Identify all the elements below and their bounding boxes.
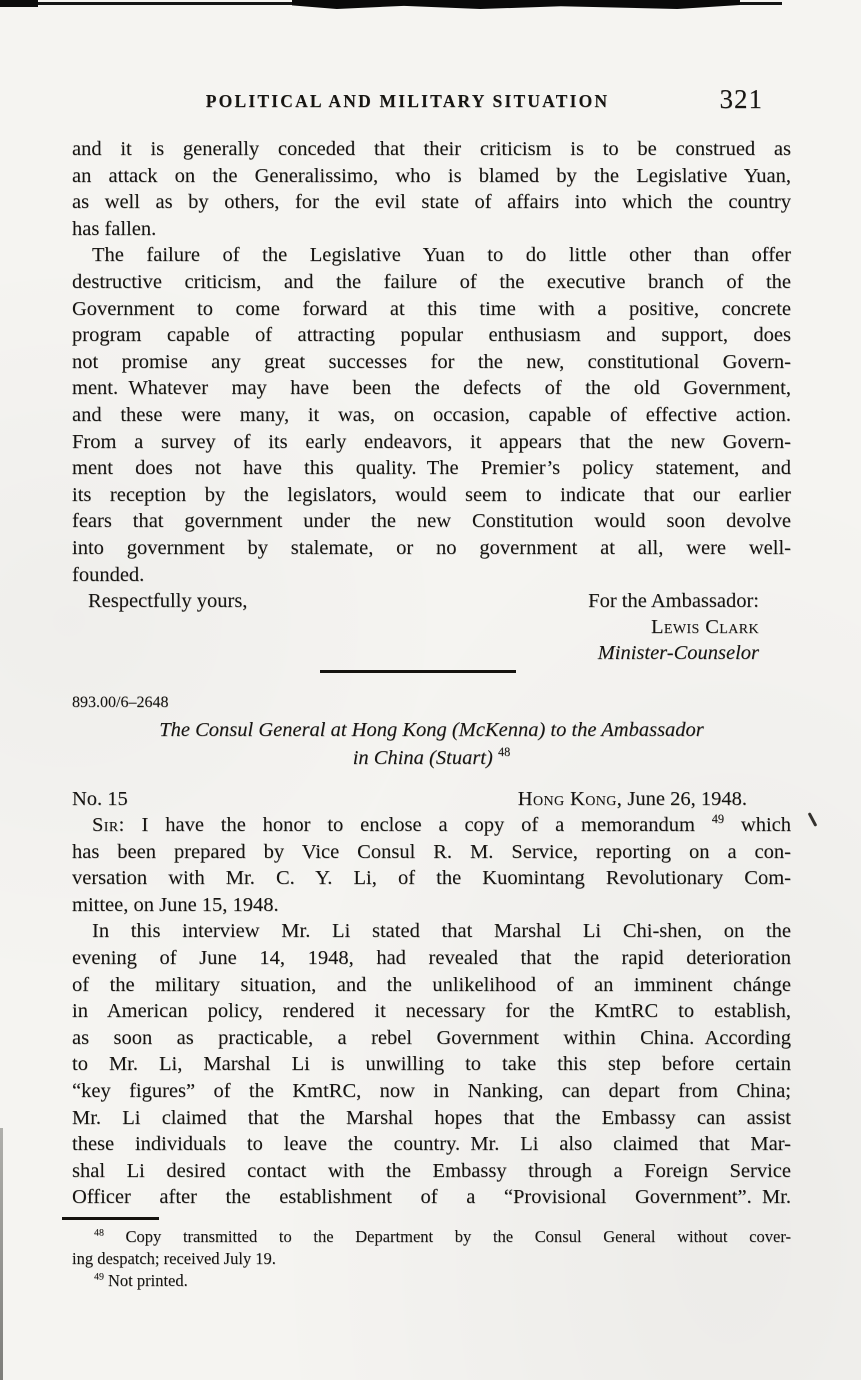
- text-line: [72, 812, 791, 839]
- text-line: ment does not have this quality. The Premier’s policy statement, and: [72, 457, 791, 480]
- document-heading: [72, 717, 791, 772]
- text-segment: which: [724, 814, 791, 837]
- section-divider: [320, 670, 516, 673]
- text-line: of the military situation, and the unlikelihood of an imminent chánge: [72, 973, 791, 996]
- text-segment: Not printed.: [103, 1271, 188, 1290]
- text-line: founded.: [72, 563, 145, 586]
- document-reference-number: 893.00/6–2648: [72, 694, 169, 712]
- text-line: [72, 745, 791, 773]
- scan-artifact-stray-mark: [808, 812, 818, 827]
- text-segment: The Consul General at Hong Kong (McKenna) to the Ambassador: [159, 719, 704, 742]
- text-line: ment. Whatever may have been the defects of the old Government,: [72, 377, 791, 400]
- footnote-48: [72, 1226, 791, 1270]
- running-title: POLITICAL AND MILITARY SITUATION: [205, 91, 610, 111]
- text-line: Government to come forward at this time with a positive, concrete: [72, 297, 791, 320]
- text-line: has fallen.: [72, 217, 157, 240]
- footnote-ref: 48: [497, 744, 511, 759]
- text-segment: in China (Stuart): [352, 746, 498, 769]
- text-line: not promise any great successes for the new, constitutional Govern-: [72, 350, 791, 373]
- letter-paragraph-salutation: [72, 812, 791, 918]
- document-number: No. 15: [72, 788, 128, 811]
- text-line: [588, 614, 759, 640]
- text-line: The failure of the Legislative Yuan to do little other than offer: [92, 244, 791, 267]
- footnote-ref: 49: [711, 812, 725, 827]
- text-line: versation with Mr. C. Y. Li, of the Kuomintang Revolutionary Com-: [72, 867, 791, 890]
- text-line: its reception by the legislators, would seem to indicate that our earlier: [72, 483, 791, 506]
- text-line: in American policy, rendered it necessary for the KmtRC to establish,: [72, 1000, 791, 1023]
- scan-artifact-top-band: [292, 0, 740, 9]
- document-text: [72, 136, 791, 1292]
- place-and-date: [518, 786, 791, 812]
- scan-artifact-left-edge: [0, 1128, 3, 1380]
- smallcaps-text: Sir:: [92, 814, 125, 837]
- text-line: destructive criticism, and the failure of the executive branch of the: [72, 270, 791, 293]
- text-line: In this interview Mr. Li stated that Marshal Li Chi-shen, on the: [92, 920, 791, 943]
- text-line: to Mr. Li, Marshal Li is unwilling to take this step before certain: [72, 1053, 791, 1076]
- footnote-divider: [62, 1217, 159, 1220]
- text-line: these individuals to leave the country. Mr. Li also claimed that Mar-: [72, 1133, 791, 1156]
- text-line: program capable of attracting popular enthusiasm and support, does: [72, 324, 791, 347]
- text-line: [72, 1270, 791, 1292]
- text-line: “key figures” of the KmtRC, now in Nanking, can depart from China;: [72, 1080, 791, 1103]
- text-line: and these were many, it was, on occasion, capable of effective action.: [72, 403, 791, 426]
- smallcaps-text: Lewis Clark: [650, 616, 759, 639]
- text-line: shal Li desired contact with the Embassy through a Foreign Service: [72, 1159, 791, 1182]
- letter-paragraph-legislative-yuan: [72, 242, 791, 588]
- text-line: into government by stalemate, or no government at all, were well-: [72, 536, 791, 559]
- text-line: fears that government under the new Constitution would soon devolve: [72, 510, 791, 533]
- running-head: [72, 84, 791, 116]
- text-line: ing despatch; received July 19.: [72, 1249, 276, 1268]
- text-line: mittee, on June 15, 1948.: [72, 893, 279, 916]
- text-segment: June 26, 1948.: [622, 788, 747, 811]
- signature-block: [588, 588, 759, 666]
- text-line: an attack on the Generalissimo, who is blamed by the Legislative Yuan,: [72, 164, 791, 187]
- text-line: as soon as practicable, a rebel Government within China. According: [72, 1026, 791, 1049]
- text-line: [72, 1226, 791, 1248]
- letter-paragraph-continuation: [72, 136, 791, 242]
- page-number: 321: [719, 84, 763, 114]
- text-line: [588, 640, 759, 666]
- text-line: From a survey of its early endeavors, it appears that the new Govern-: [72, 430, 791, 453]
- text-line: Officer after the establishment of a “Provisional Government”. Mr.: [72, 1186, 791, 1209]
- text-segment: Copy transmitted to the Department by the Consul General without cover-: [103, 1227, 791, 1246]
- footnote-ref: 49: [94, 1271, 104, 1283]
- text-line: Mr. Li claimed that the Marshal hopes that the Embassy can assist: [72, 1106, 791, 1129]
- text-line: has been prepared by Vice Consul R. M. Service, reporting on a con-: [72, 840, 791, 863]
- text-line: evening of June 14, 1948, had revealed that the rapid deterioration: [72, 947, 791, 970]
- italic-text: Minister-Counselor: [597, 642, 759, 665]
- smallcaps-text: Hong Kong,: [517, 788, 623, 811]
- letter-signature: [72, 588, 791, 664]
- text-segment: For the Ambassador:: [588, 590, 759, 613]
- text-line: and it is generally conceded that their criticism is to be construed as: [72, 138, 791, 160]
- text-segment: I have the honor to enclose a copy of a memorandum: [124, 814, 712, 837]
- text-line: as well as by others, for the evil state of affairs into which the country: [72, 191, 791, 214]
- dateline: [72, 786, 791, 812]
- footnote-49: [72, 1270, 791, 1292]
- closing-phrase: Respectfully yours,: [88, 590, 248, 613]
- text-line: [588, 588, 759, 614]
- scan-artifact-top-left: [0, 0, 38, 7]
- footnote-ref: 48: [94, 1227, 104, 1239]
- letter-paragraph-interview: [72, 918, 791, 1211]
- text-line: [72, 717, 791, 745]
